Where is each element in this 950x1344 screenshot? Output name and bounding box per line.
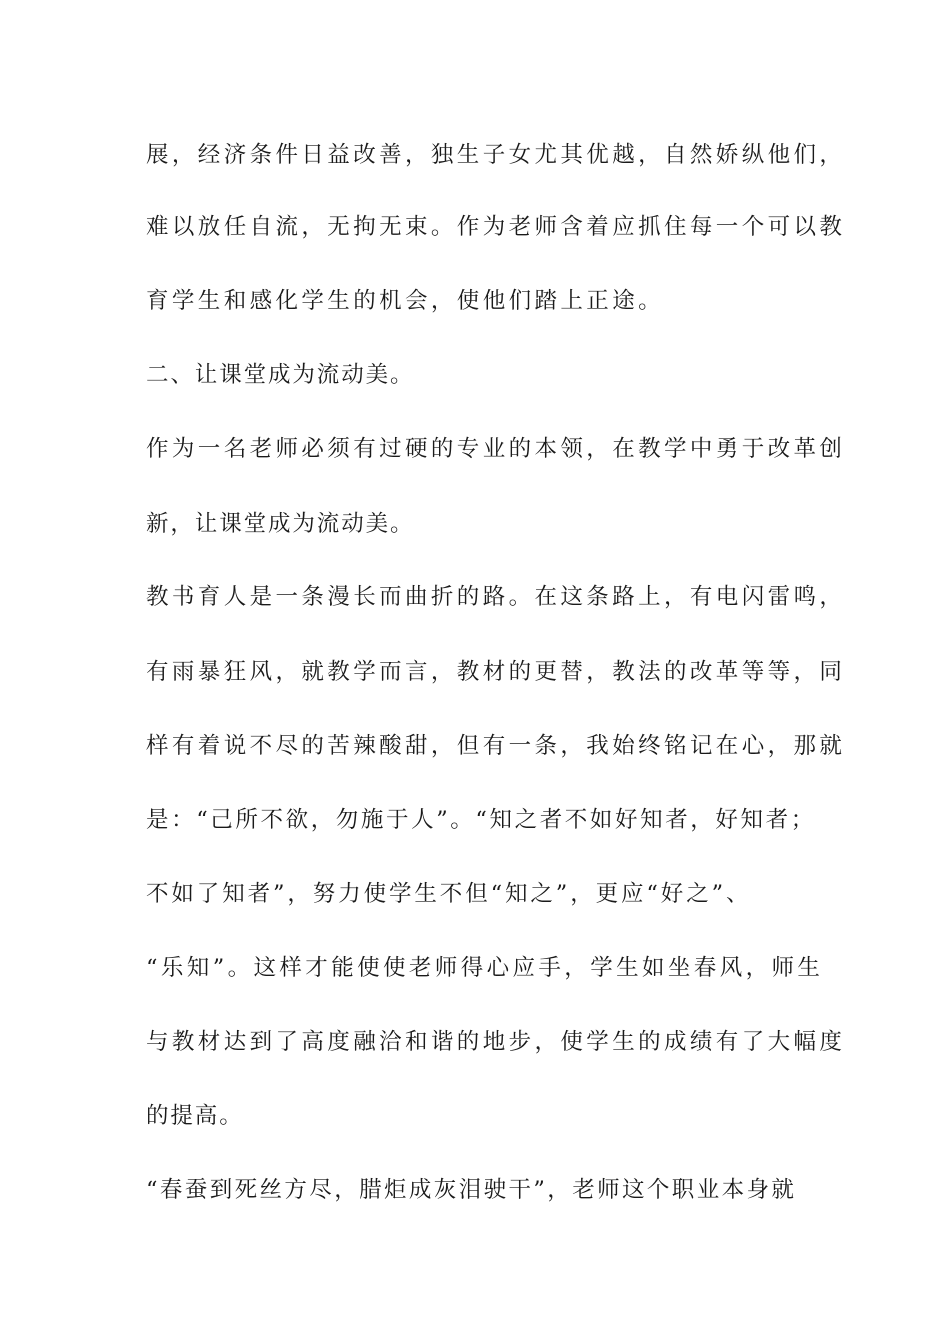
paragraph-line: 不如了知者”，努力使学生不但“知之”，更应“好之”、	[146, 881, 752, 907]
paragraph-line: 有雨暴狂风，就教学而言，教材的更替，教法的改革等等，同	[146, 659, 846, 685]
paragraph-line: 的提高。	[146, 1103, 244, 1129]
paragraph-line: 与教材达到了高度融洽和谐的地步，使学生的成绩有了大幅度	[146, 1029, 846, 1055]
paragraph-line: 作为一名老师必须有过硬的专业的本领，在教学中勇于改革创	[146, 436, 846, 462]
paragraph-line: 教书育人是一条漫长而曲折的路。在这条路上，有电闪雷鸣，	[146, 584, 846, 610]
paragraph-line: 展，经济条件日益改善，独生子女尤其优越，自然娇纵他们，	[146, 142, 846, 168]
section-heading: 二、让课堂成为流动美。	[146, 362, 415, 388]
paragraph-line: 育学生和感化学生的机会，使他们踏上正途。	[146, 288, 665, 314]
paragraph-line: “春蚕到死丝方尽，腊炬成灰泪驶干”，老师这个职业本身就	[146, 1177, 797, 1203]
paragraph-line: 样有着说不尽的苦辣酸甜，但有一条，我始终铭记在心，那就	[146, 733, 846, 759]
paragraph-line: “乐知”。这样才能使使老师得心应手，学生如坐春风，师生	[146, 955, 824, 981]
paragraph-line: 新，让课堂成为流动美。	[146, 511, 415, 537]
paragraph-line: 是：“己所不欲，勿施于人”。“知之者不如好知者，好知者；	[146, 807, 816, 833]
paragraph-line: 难以放任自流，无拘无束。作为老师含着应抓住每一个可以教	[146, 214, 846, 240]
